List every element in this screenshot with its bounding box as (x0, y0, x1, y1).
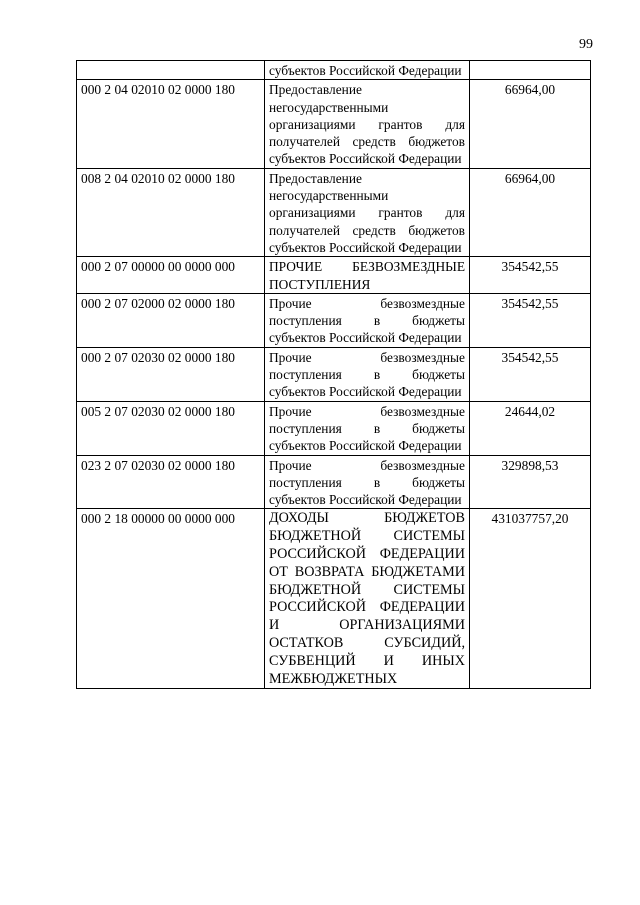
table-row (77, 61, 591, 80)
revenue-name: ПРОЧИЕ БЕЗВОЗМЕЗДНЫЕ ПОСТУПЛЕНИЯ (265, 257, 470, 294)
revenue-name: субъектов Российской Федерации (265, 61, 470, 80)
budget-classification-code: 000 2 07 02000 02 0000 180 (77, 293, 265, 347)
revenue-name: Прочие безвозмездные поступления в бюджеты субъектов Российской Федерации (265, 293, 470, 347)
budget-classification-code: 000 2 07 02030 02 0000 180 (77, 347, 265, 401)
table-row (77, 80, 591, 168)
revenue-amount: 354542,55 (470, 347, 591, 401)
table-row (77, 257, 591, 294)
table-row (77, 168, 591, 256)
table-row (77, 293, 591, 347)
page-number: 99 (579, 37, 593, 52)
table-row (77, 347, 591, 401)
revenue-amount: 354542,55 (470, 293, 591, 347)
budget-classification-code: 000 2 04 02010 02 0000 180 (77, 80, 265, 168)
revenue-amount: 24644,02 (470, 401, 591, 455)
budget-classification-code: 008 2 04 02010 02 0000 180 (77, 168, 265, 256)
table-row (77, 401, 591, 455)
revenue-name: Прочие безвозмездные поступления в бюджеты субъектов Российской Федерации (265, 401, 470, 455)
budget-classification-code: 000 2 07 00000 00 0000 000 (77, 257, 265, 294)
revenue-table (76, 60, 591, 689)
revenue-amount: 431037757,20 (470, 509, 591, 689)
revenue-name: Предоставление негосударственными организациями грантов для получателей средств бюджетов субъектов Российской Федерации (265, 80, 470, 168)
revenue-name: ДОХОДЫ БЮДЖЕТОВ БЮДЖЕТНОЙ СИСТЕМЫ РОССИЙСКОЙ ФЕДЕРАЦИИ ОТ ВОЗВРАТА БЮДЖЕТАМИ БЮДЖЕТНОЙ СИСТЕМЫ РОССИЙСКОЙ ФЕДЕРАЦИИ И ОРГАНИЗАЦИЯМИ ОСТАТКОВ СУБСИДИЙ, СУБВЕНЦИЙ И ИНЫХ МЕЖБЮДЖЕТНЫХ (265, 509, 470, 689)
revenue-name: Прочие безвозмездные поступления в бюджеты субъектов Российской Федерации (265, 455, 470, 509)
budget-classification-code: 000 2 18 00000 00 0000 000 (77, 509, 265, 689)
table-row (77, 509, 591, 689)
table-row (77, 455, 591, 509)
budget-classification-code: 023 2 07 02030 02 0000 180 (77, 455, 265, 509)
revenue-name: Прочие безвозмездные поступления в бюджеты субъектов Российской Федерации (265, 347, 470, 401)
revenue-name: Предоставление негосударственными организациями грантов для получателей средств бюджетов субъектов Российской Федерации (265, 168, 470, 256)
revenue-amount: 354542,55 (470, 257, 591, 294)
revenue-amount: 66964,00 (470, 80, 591, 168)
revenue-table-body (77, 61, 591, 689)
revenue-amount (470, 61, 591, 80)
budget-classification-code: 005 2 07 02030 02 0000 180 (77, 401, 265, 455)
revenue-amount: 329898,53 (470, 455, 591, 509)
revenue-amount: 66964,00 (470, 168, 591, 256)
budget-classification-code (77, 61, 265, 80)
